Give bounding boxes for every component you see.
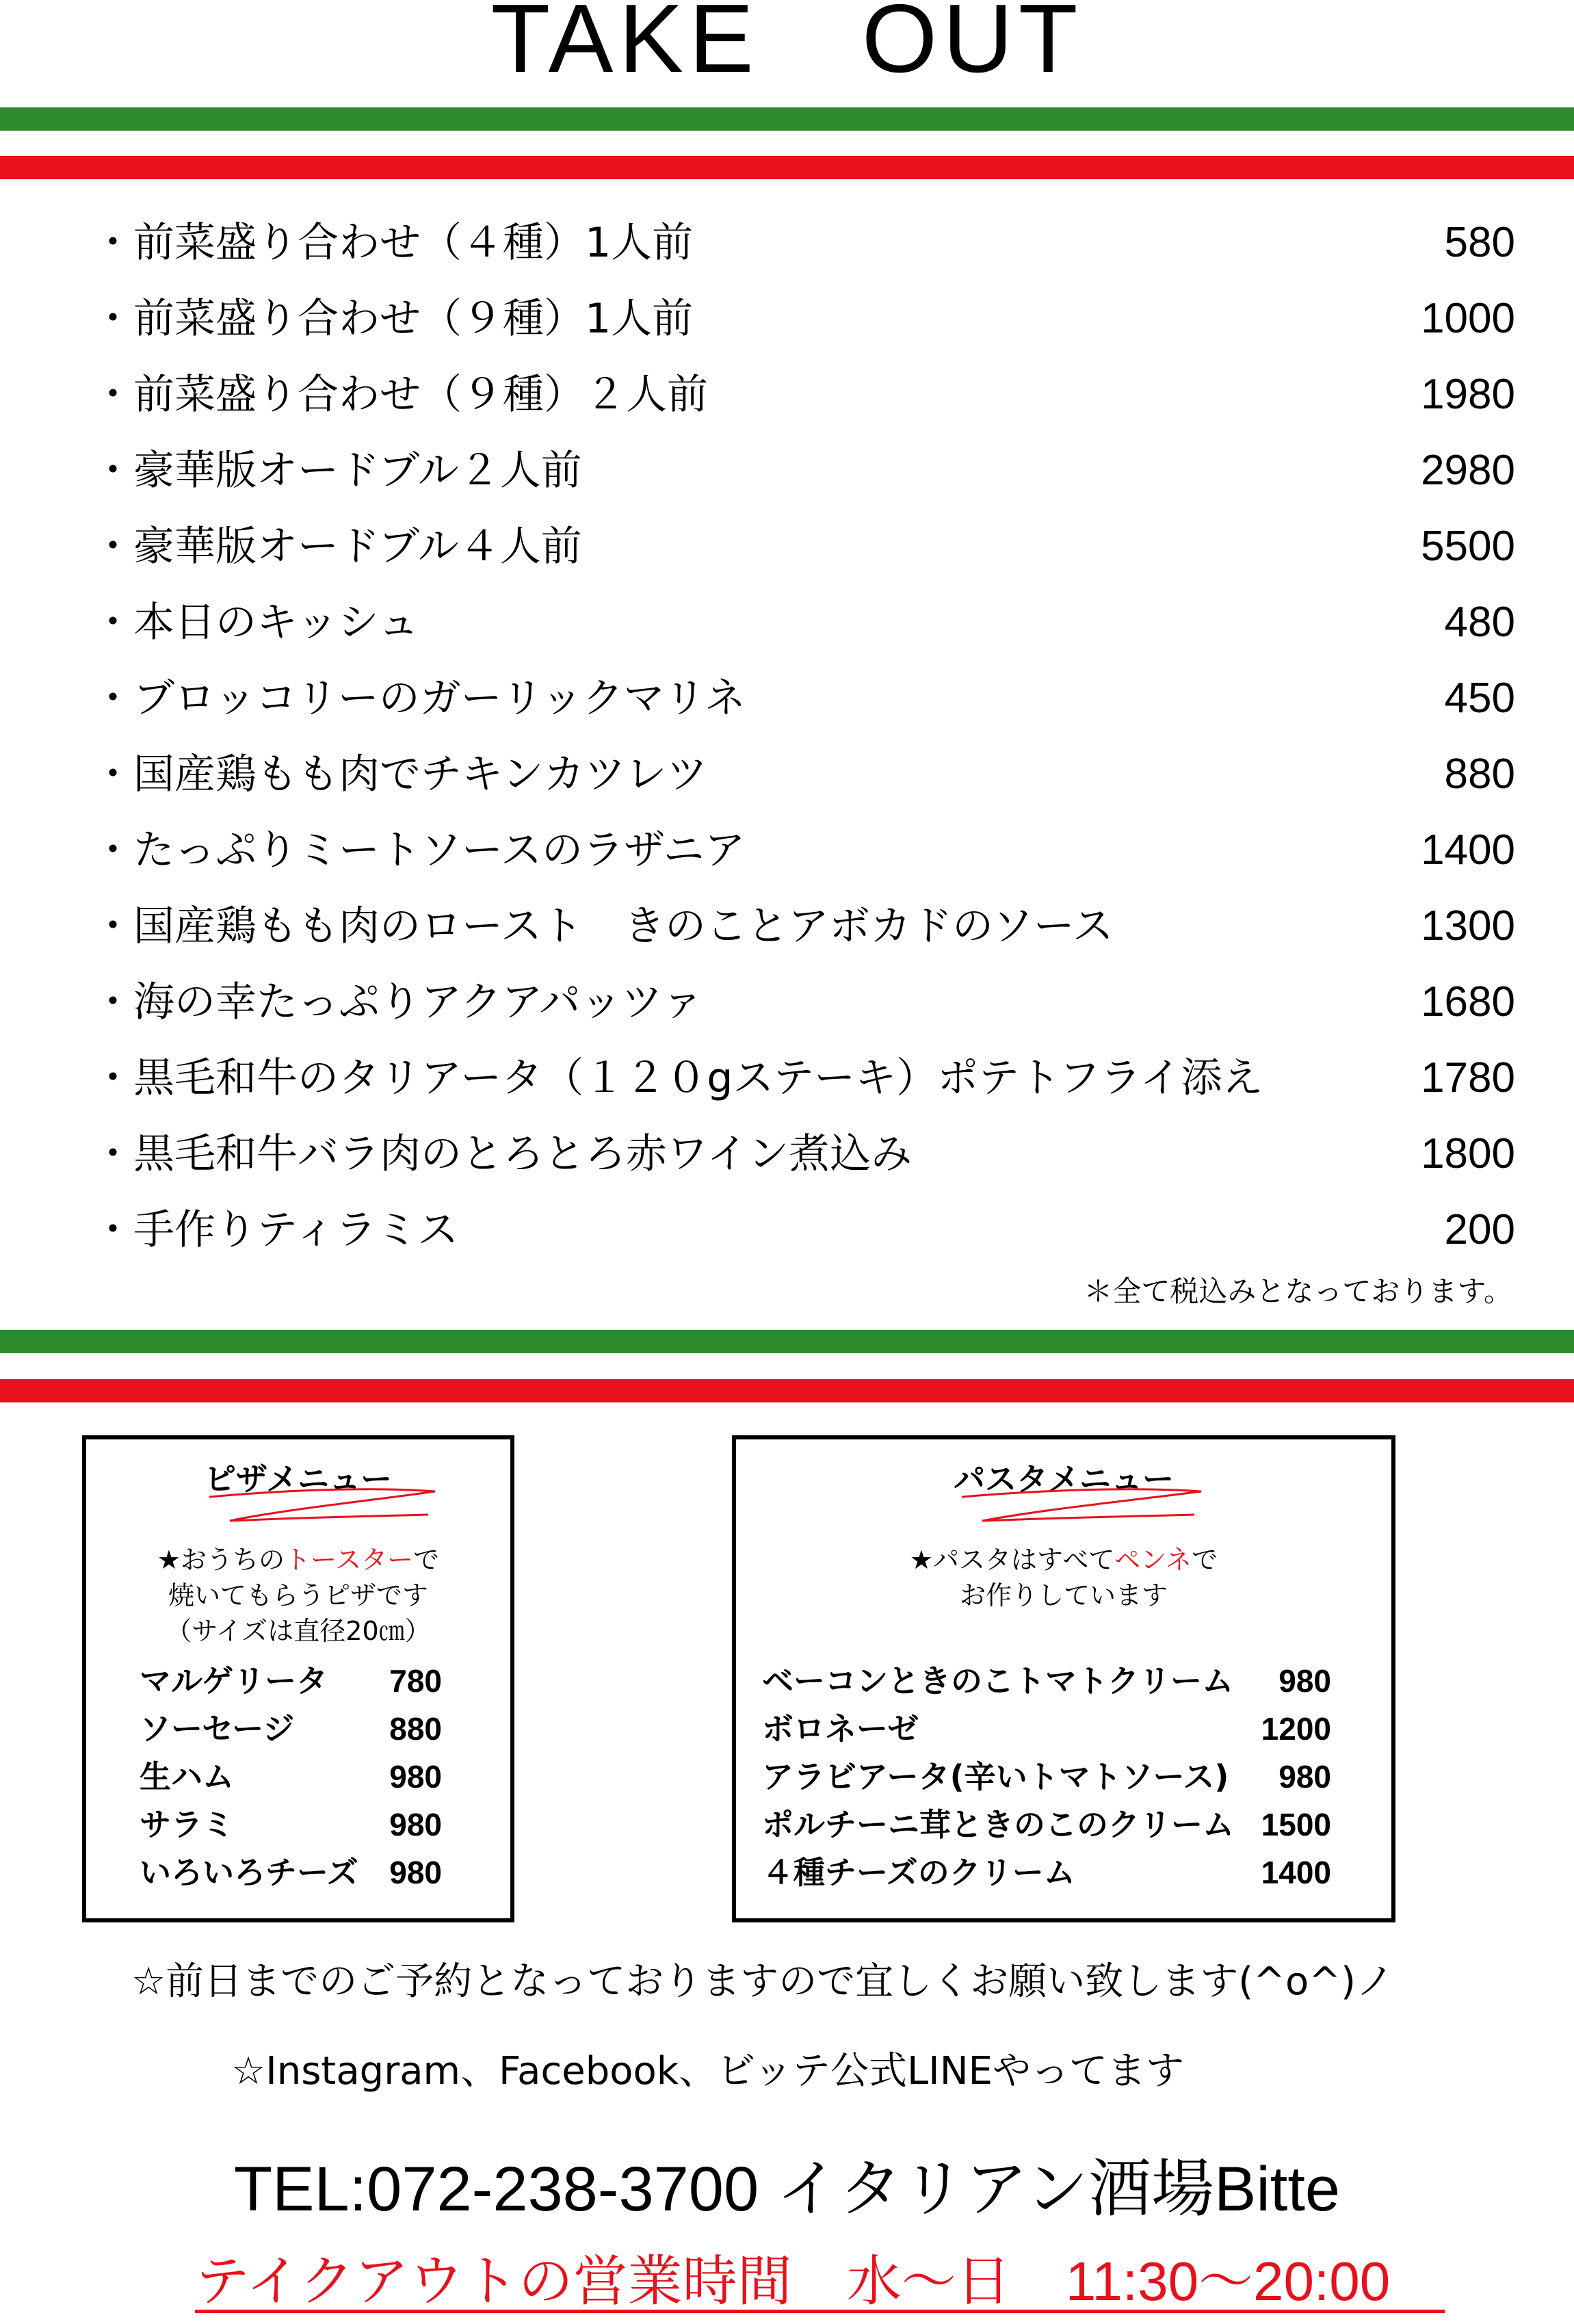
- menu-item-name: ・国産鶏もも肉のロースト きのことアボカドのソース: [92, 902, 1114, 950]
- stripe-red-middle: [0, 1379, 1574, 1402]
- pizza-item-price: 980: [389, 1855, 442, 1890]
- menu-item-price: 450: [1444, 675, 1515, 722]
- menu-item: [92, 1044, 1515, 1112]
- menu-item: [92, 209, 1515, 277]
- menu-item-price: 2980: [1421, 447, 1515, 494]
- pizza-item-price: 980: [389, 1807, 442, 1842]
- menu-item-name: ・ブロッコリーのガーリックマリネ: [92, 675, 746, 722]
- pasta-item-price: 1200: [1261, 1711, 1331, 1747]
- menu-item-name: ・前菜盛り合わせ（９種）1人前: [92, 295, 694, 343]
- pizza-note: [86, 1542, 510, 1649]
- pizza-item-name: 生ハム: [140, 1758, 234, 1795]
- menu-item-price: 1000: [1421, 295, 1515, 342]
- pizza-item-price: 980: [389, 1759, 442, 1794]
- pasta-item-price: 980: [1278, 1759, 1331, 1794]
- pasta-item-price: 980: [1278, 1663, 1331, 1699]
- pasta-note-highlight: ペンネ: [1114, 1545, 1192, 1575]
- pizza-note-line: （サイズは直径20㎝）: [166, 1616, 431, 1646]
- menu-item: [92, 436, 1515, 505]
- menu-item-name: ・たっぷりミートソースのラザニア: [92, 826, 746, 874]
- pizza-note-line: 焼いてもらうピザです: [168, 1580, 428, 1610]
- pasta-note-text: ★パスタはすべて: [909, 1545, 1115, 1575]
- menu-item: [92, 740, 1515, 809]
- pasta-note-text: で: [1192, 1545, 1218, 1575]
- menu-item-price: 1300: [1421, 902, 1515, 950]
- menu-item: [92, 285, 1515, 353]
- menu-item-name: ・前菜盛り合わせ（４種）1人前: [92, 219, 694, 267]
- menu-item: [92, 664, 1515, 733]
- pizza-item-name: いろいろチーズ: [140, 1854, 358, 1891]
- menu-item-name: ・前菜盛り合わせ（９種）２人前: [92, 371, 708, 419]
- stripe-green-middle: [0, 1330, 1574, 1353]
- pizza-item-price: 780: [389, 1663, 442, 1699]
- page-title: TAKE OUT: [490, 0, 1084, 93]
- menu-item-name: ・豪華版オードブル４人前: [92, 523, 582, 571]
- pasta-note: [736, 1542, 1391, 1613]
- stripe-green-top: [0, 107, 1574, 131]
- menu-item-name: ・豪華版オードブル２人前: [92, 447, 582, 495]
- menu-item-price: 1780: [1421, 1054, 1515, 1101]
- stripe-red-top: [0, 156, 1574, 179]
- scribble-decoration: [202, 1483, 449, 1531]
- pizza-item-price: 880: [389, 1711, 442, 1747]
- pizza-item-name: マルゲリータ: [140, 1662, 328, 1699]
- pasta-item-name: ポルチーニ茸ときのこのクリーム: [762, 1806, 1234, 1843]
- menu-item-price: 5500: [1421, 523, 1515, 570]
- pasta-item-price: 1500: [1261, 1807, 1331, 1842]
- menu-item: [92, 512, 1515, 581]
- pizza-item-name: ソーセージ: [140, 1710, 295, 1747]
- menu-item: [92, 892, 1515, 961]
- pizza-note-text: で: [413, 1545, 440, 1575]
- pasta-note-line: お作りしています: [959, 1580, 1168, 1610]
- pizza-note-text: ★おうちの: [157, 1545, 285, 1575]
- menu-item: [92, 588, 1515, 657]
- menu-item-price: 1980: [1421, 371, 1515, 418]
- menu-item-price: 580: [1444, 219, 1515, 266]
- menu-item-name: ・黒毛和牛バラ肉のとろとろ赤ワイン煮込み: [92, 1130, 913, 1178]
- menu-item: [92, 1120, 1515, 1188]
- pizza-menu-title: ピザメニュー: [204, 1461, 393, 1498]
- pizza-menu-box: [82, 1435, 514, 1922]
- sns-note: ☆Instagram、Facebook、ビッテ公式LINEやってます: [231, 2049, 1184, 2093]
- menu-item: [92, 816, 1515, 885]
- pasta-item-name: アラビアータ(辛いトマトソース): [762, 1758, 1229, 1795]
- menu-item: [92, 1196, 1515, 1264]
- pasta-item-name: ベーコンときのこトマトクリーム: [762, 1662, 1234, 1699]
- phone-and-shop-name: TEL:072-238-3700 イタリアン酒場Bitte: [233, 2154, 1341, 2224]
- menu-item: [92, 361, 1515, 429]
- reservation-note: ☆前日までのご予約となっておりますので宜しくお願い致します(^o^)ノ: [131, 1959, 1395, 2004]
- menu-item: [92, 968, 1515, 1036]
- menu-item-name: ・海の幸たっぷりアクアパッツァ: [92, 978, 703, 1026]
- pasta-item-name: ４種チーズのクリーム: [762, 1854, 1075, 1891]
- menu-item-price: 880: [1444, 750, 1515, 798]
- menu-item-name: ・国産鶏もも肉でチキンカツレツ: [92, 750, 708, 798]
- menu-item-price: 1680: [1421, 978, 1515, 1026]
- menu-item-price: 1800: [1421, 1130, 1515, 1177]
- menu-item-name: ・手作りティラミス: [92, 1206, 459, 1254]
- menu-item-name: ・本日のキッシュ: [92, 599, 419, 647]
- menu-item-price: 480: [1444, 599, 1515, 646]
- menu-item-price: 1400: [1421, 826, 1515, 874]
- pasta-menu-title: パスタメニュー: [954, 1461, 1174, 1498]
- scribble-decoration: [955, 1483, 1215, 1531]
- menu-item-price: 200: [1444, 1206, 1515, 1253]
- pizza-item-name: サラミ: [140, 1806, 234, 1843]
- pasta-item-price: 1400: [1261, 1855, 1331, 1890]
- pizza-note-highlight: トースター: [284, 1545, 414, 1575]
- pasta-menu-box: [732, 1435, 1395, 1922]
- tax-note: ＊全て税込みとなっております。: [1084, 1275, 1512, 1308]
- pasta-item-name: ボロネーゼ: [762, 1710, 919, 1747]
- menu-item-name: ・黒毛和牛のタリアータ（１２０gステーキ）ポテトフライ添え: [92, 1054, 1263, 1102]
- takeout-hours: テイクアウトの営業時間 水～日 11:30～20:00: [195, 2251, 1445, 2312]
